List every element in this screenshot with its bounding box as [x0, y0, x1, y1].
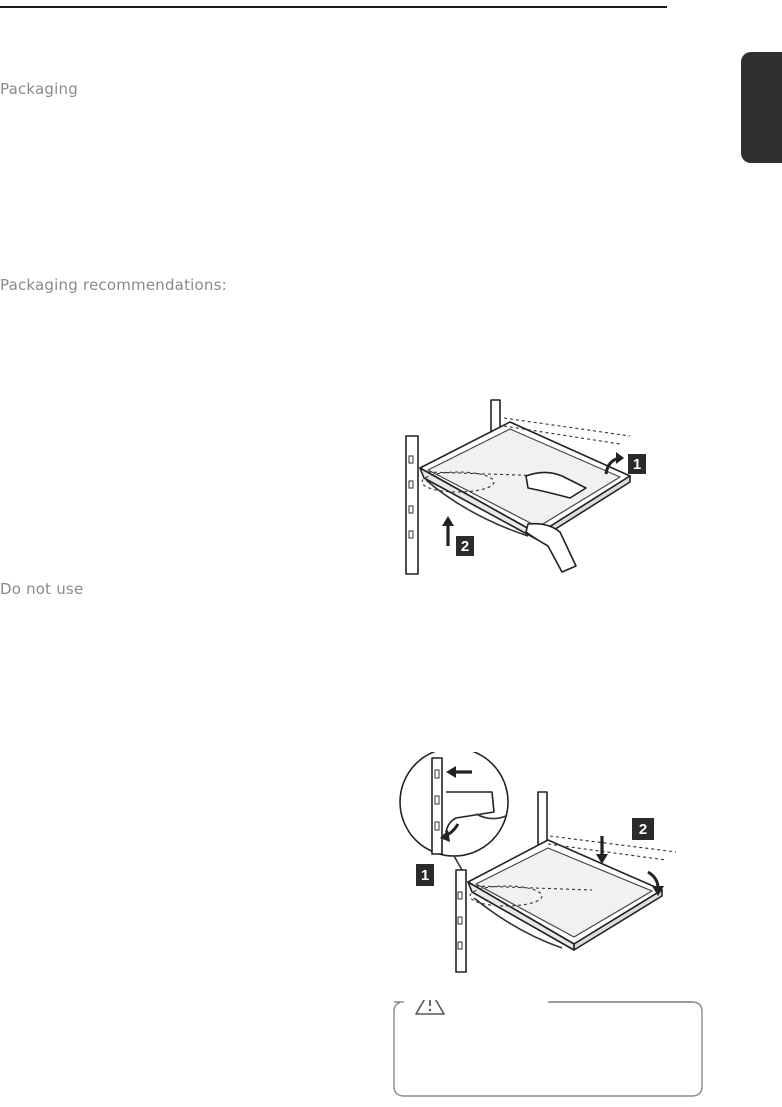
front-rail [406, 436, 418, 574]
step-1-badge [628, 454, 646, 474]
svg-text:2: 2 [638, 821, 648, 838]
svg-text:1: 1 [632, 456, 642, 473]
shelf-removal-illustration [398, 396, 660, 580]
step-2-badge [456, 536, 474, 556]
language-side-tab [741, 52, 782, 163]
heading-do-not-use: Do not use [0, 580, 84, 598]
svg-text:1: 1 [420, 867, 430, 884]
heading-packaging-recommendations: Packaging recommendations: [0, 276, 227, 294]
hand-lower [526, 524, 576, 572]
header-rule [0, 6, 667, 8]
heading-packaging: Packaging [0, 80, 78, 98]
step-1-badge [416, 864, 434, 886]
caution-box [392, 1000, 704, 1098]
step-2-badge [632, 818, 654, 840]
shelf-installation-illustration [396, 752, 678, 974]
svg-text:2: 2 [460, 538, 470, 555]
